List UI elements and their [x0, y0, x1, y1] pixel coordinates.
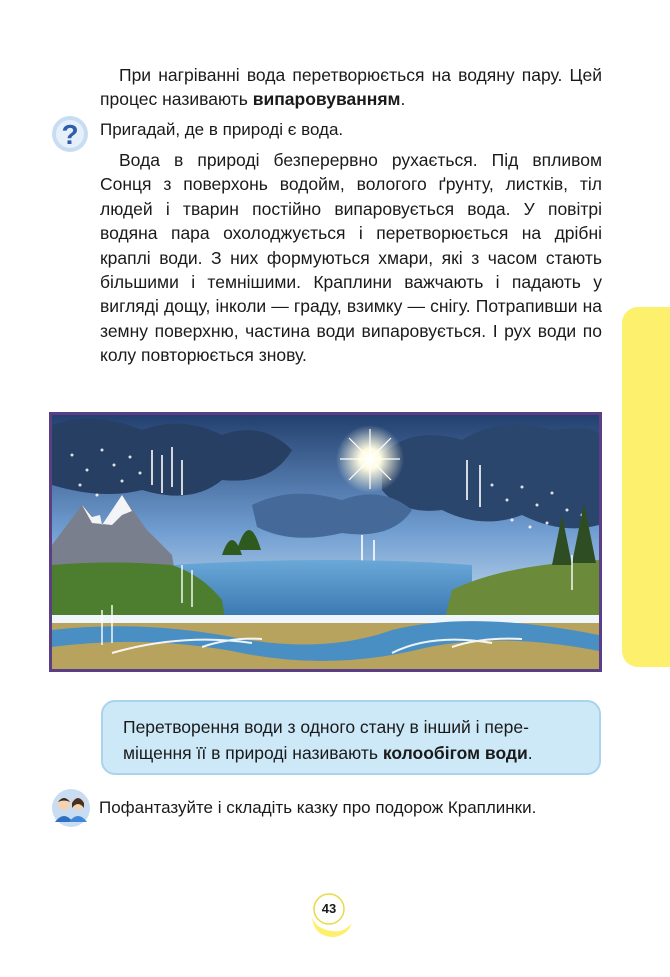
term-water-cycle: колообігом води: [382, 743, 528, 763]
task-prompt: Пофантазуйте і складіть казку про подорож Краплинки.: [99, 798, 537, 817]
paragraph-water-movement-text: Вода в природі безперервно рухається. Під впливом Сонця з поверхонь водойм, вологого ґрунту, листків, тіл людей і тварин постійно випаровується вода. У повітрі водяна пара охолоджується і перетворюється на дрібні краплі води. З них формуються хмари, які з часом стають більшими і темнішими. Краплини важчають і падають у вигляді дощу, інколи — граду, взимку — снігу. Потрапивши на земну поверхню, частина води випаровується. І рух води по колу повторюється знову.: [100, 150, 602, 366]
paragraph-water-movement: [100, 148, 602, 368]
kids-icon: [51, 788, 91, 828]
question-prompt: Пригадай, де в природі є вода.: [100, 120, 344, 139]
paragraph-evaporation-end: .: [400, 89, 406, 110]
question-icon: [51, 115, 89, 153]
side-tab: [622, 307, 670, 667]
paragraph-evaporation-text: При нагріванні вода перетворюється на водяну пару. Цей процес називають: [100, 65, 602, 110]
page-number: 43: [321, 901, 337, 916]
term-evaporation: випаровуванням: [252, 89, 401, 110]
definition-end: .: [527, 743, 533, 763]
water-cycle-illustration: [49, 412, 602, 672]
page-number-badge: [306, 893, 354, 939]
paragraph-evaporation: [100, 63, 602, 112]
definition-box: [101, 700, 601, 775]
definition-text: Перетворення води з одного стану в інший і переміщення її в природі називають: [123, 717, 529, 763]
svg-text:?: ?: [61, 119, 79, 150]
